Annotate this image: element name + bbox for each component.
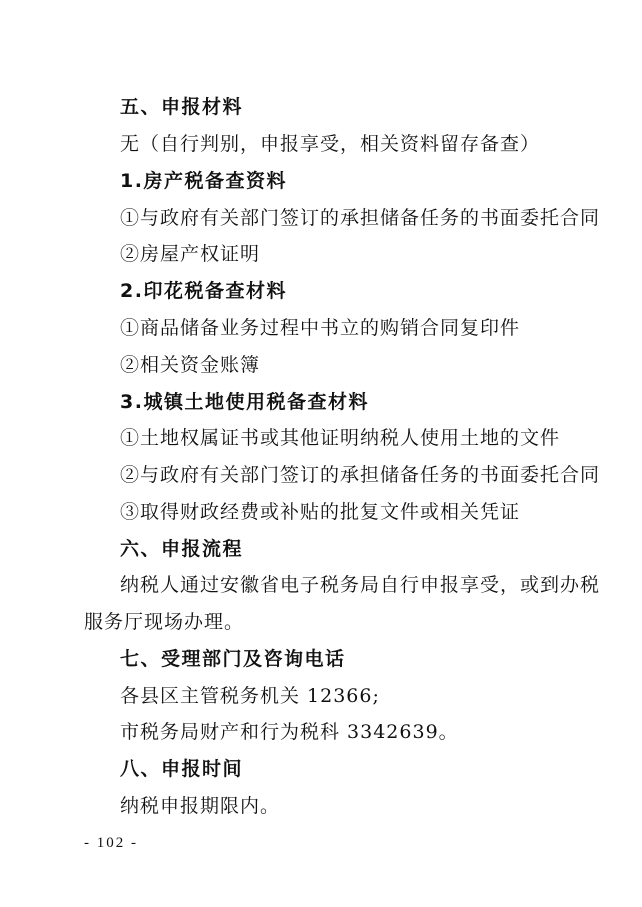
section8-heading: 八、申报时间	[120, 758, 244, 780]
sub1-item-1: ①与政府有关部门签订的承担储备任务的书面委托合同	[120, 207, 601, 229]
section7-heading: 七、受理部门及咨询电话	[120, 648, 346, 670]
sub3-item-3: ③取得财政经费或补贴的批复文件或相关凭证	[120, 501, 521, 523]
section5-intro: 无（自行判别，申报享受，相关资料留存备查）	[120, 133, 541, 155]
section6-text-line1: 纳税人通过安徽省电子税务局自行申报享受，或到办税	[120, 574, 601, 596]
page-number: - 102 -	[84, 835, 138, 851]
sub2-heading: 2.印花税备查材料	[120, 280, 287, 302]
section7-text-line1: 各县区主管税务机关 12366;	[120, 685, 380, 707]
section6-heading: 六、申报流程	[120, 538, 244, 560]
sub1-heading: 1.房产税备查资料	[120, 170, 287, 192]
section6-text-line2: 服务厅现场办理。	[84, 611, 245, 633]
sub2-item-2: ②相关资金账簿	[120, 354, 261, 376]
section8-text-line1: 纳税申报期限内。	[120, 795, 281, 817]
sub3-item-2: ②与政府有关部门签订的承担储备任务的书面委托合同	[120, 464, 601, 486]
sub3-item-1: ①土地权属证书或其他证明纳税人使用土地的文件	[120, 427, 561, 449]
section7-text-line2: 市税务局财产和行为税科 3342639。	[120, 721, 459, 743]
sub3-heading: 3.城镇土地使用税备查材料	[120, 391, 369, 413]
section5-heading: 五、申报材料	[120, 96, 244, 118]
sub2-item-1: ①商品储备业务过程中书立的购销合同复印件	[120, 317, 521, 339]
sub1-item-2: ②房屋产权证明	[120, 243, 261, 265]
